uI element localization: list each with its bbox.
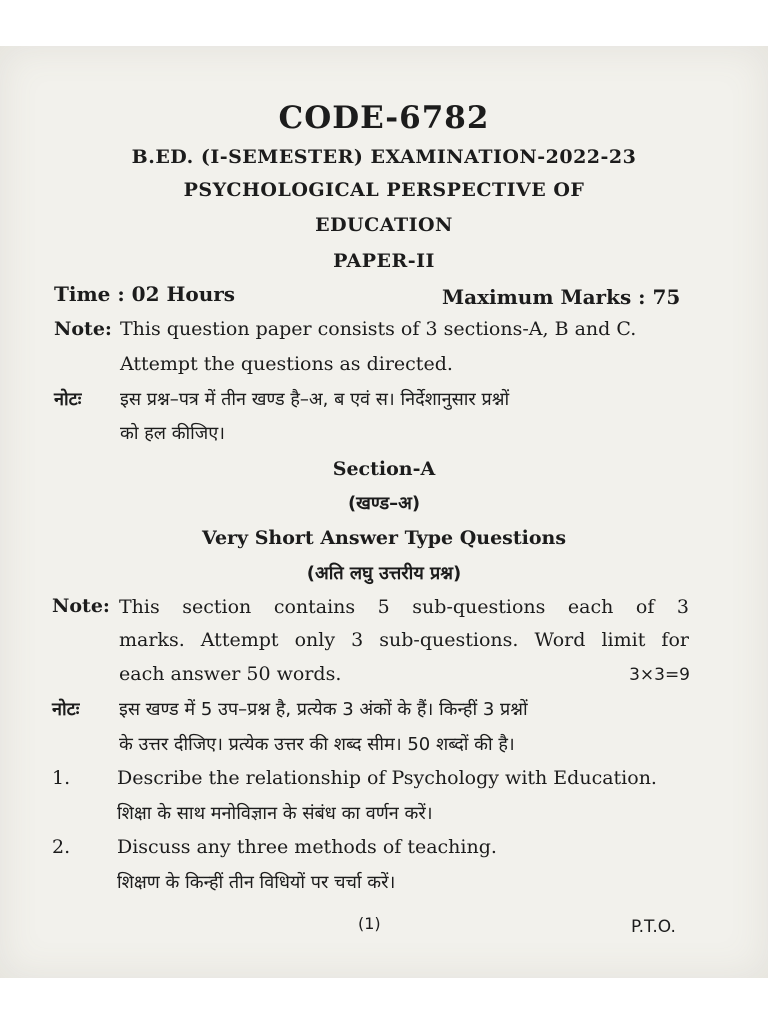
general-note-hindi-line1: इस प्रश्न–पत्र में तीन खण्ड है–अ, ब एवं स। निर्देशानुसार प्रश्नों [120,389,510,410]
section-a-note-hindi-line2: के उत्तर दीजिए। प्रत्येक उत्तर की शब्द सीम। 50 शब्दों की है। [119,734,515,755]
general-note-hindi-label: नोटः [54,389,82,410]
section-a-title-hindi: (खण्ड–अ) [347,493,421,514]
maximum-marks: Maximum Marks : 75 [442,285,681,309]
section-a-note-hindi-line1: इस खण्ड में 5 उप–प्रश्न है, प्रत्येक 3 अंकों के हैं। किन्हीं 3 प्रश्नों [119,699,528,720]
time-allowed: Time : 02 Hours [54,282,236,306]
question-number: 2. [52,836,71,858]
section-a-note-label: Note: [52,595,110,617]
subject-title-line1: PSYCHOLOGICAL PERSPECTIVE OF [183,179,585,201]
section-a-note-line3: each answer 50 words. [119,663,342,685]
general-note-label: Note: [54,318,112,340]
section-a-note-hindi-label: नोटः [52,699,80,720]
section-a-title: Section-A [332,458,436,480]
section-a-subtitle: Very Short Answer Type Questions [201,527,567,549]
please-turn-over: P.T.O. [631,917,676,937]
general-note-line2: Attempt the questions as directed. [120,353,453,375]
question-text: Describe the relationship of Psychology with Education. [117,767,657,789]
exam-title: B.ED. (I-SEMESTER) EXAMINATION-2022-23 [131,146,637,168]
section-a-subtitle-hindi: (अति लघु उत्तरीय प्रश्न) [306,563,462,584]
paper-number: PAPER-II [333,250,435,272]
paper-code: CODE-6782 [278,100,490,136]
section-a-note-line2: marks. Attempt only 3 sub-questions. Word limit for [119,629,689,651]
general-note-line1: This question paper consists of 3 sections-A, B and C. [120,318,637,340]
question-number: 1. [52,767,71,789]
section-a-marks-formula: 3×3=9 [629,665,690,685]
question-text: Discuss any three methods of teaching. [117,836,497,858]
question-text-hindi: शिक्षण के किन्हीं तीन विधियों पर चर्चा करें। [117,872,396,893]
general-note-hindi-line2: को हल कीजिए। [120,423,225,444]
page-number: (1) [358,914,381,933]
subject-title-line2: EDUCATION [315,214,453,236]
question-text-hindi: शिक्षा के साथ मनोविज्ञान के संबंध का वर्णन करें। [117,803,433,824]
section-a-note-line1: This section contains 5 sub-questions each of 3 [119,596,689,618]
